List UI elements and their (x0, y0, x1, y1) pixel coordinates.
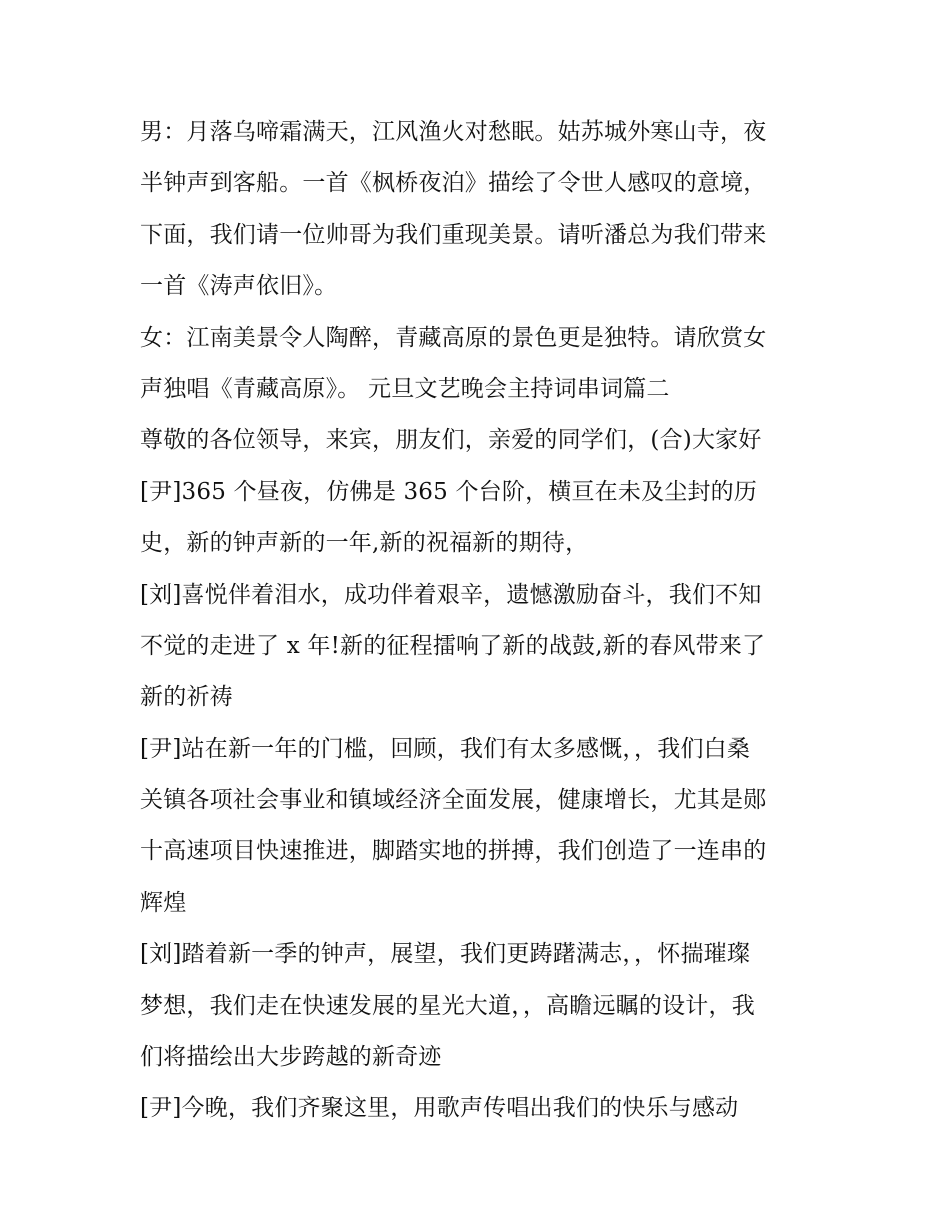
text-line: 关镇各项社会事业和镇域经济全面发展，健康增长，尤其是郧 (140, 787, 767, 814)
document-body (140, 107, 820, 1135)
text-line: 一首《涛声依旧》。 (140, 273, 338, 300)
text-line: 半钟声到客船。一首《枫桥夜泊》描绘了令世人感叹的意境， (140, 170, 767, 197)
text-line: 男：月落乌啼霜满天，江风渔火对愁眠。姑苏城外寒山寺，夜 (140, 119, 767, 145)
text-line: [刘]喜悦伴着泪水，成功伴着艰辛，遗憾激励奋斗，我们不知 (140, 581, 762, 608)
text-line: 女：江南美景令人陶醉，青藏高原的景色更是独特。请欣赏女 (140, 324, 767, 351)
text-line: 不觉的走进了 x 年!新的征程擂响了新的战鼓,新的春风带来了 (140, 632, 766, 659)
text-line: 梦想，我们走在快速发展的星光大道，，高瞻远瞩的设计，我 (140, 992, 755, 1019)
text-line: [刘]踏着新一季的钟声，展望，我们更踌躇满志，，怀揣璀璨 (140, 941, 751, 968)
text-line: 辉煌 (140, 889, 187, 916)
text-line: 十高速项目快速推进，脚踏实地的拼搏，我们创造了一连串的 (140, 838, 767, 865)
text-line: [尹]365 个昼夜，仿佛是 365 个台阶，横亘在未及尘封的历 (140, 478, 758, 505)
text-line: 新的祈祷 (140, 684, 233, 711)
text-line: [尹]今晚，我们齐聚这里，用歌声传唱出我们的快乐与感动 (140, 1095, 739, 1122)
text-line: [尹]站在新一年的门槛，回顾，我们有太多感慨，，我们白桑 (140, 735, 751, 762)
text-line: 们将描绘出大步跨越的新奇迹 (140, 1044, 442, 1071)
text-line: 声独唱《青藏高原》。 元旦文艺晚会主持词串词篇二 (140, 375, 670, 402)
text-line: 尊敬的各位领导，来宾，朋友们，亲爱的同学们，(合)大家好 (140, 427, 762, 454)
text-line: 史，新的钟声新的一年,新的祝福新的期待， (140, 530, 589, 557)
text-line: 下面，我们请一位帅哥为我们重现美景。请听潘总为我们带来 (140, 221, 767, 248)
